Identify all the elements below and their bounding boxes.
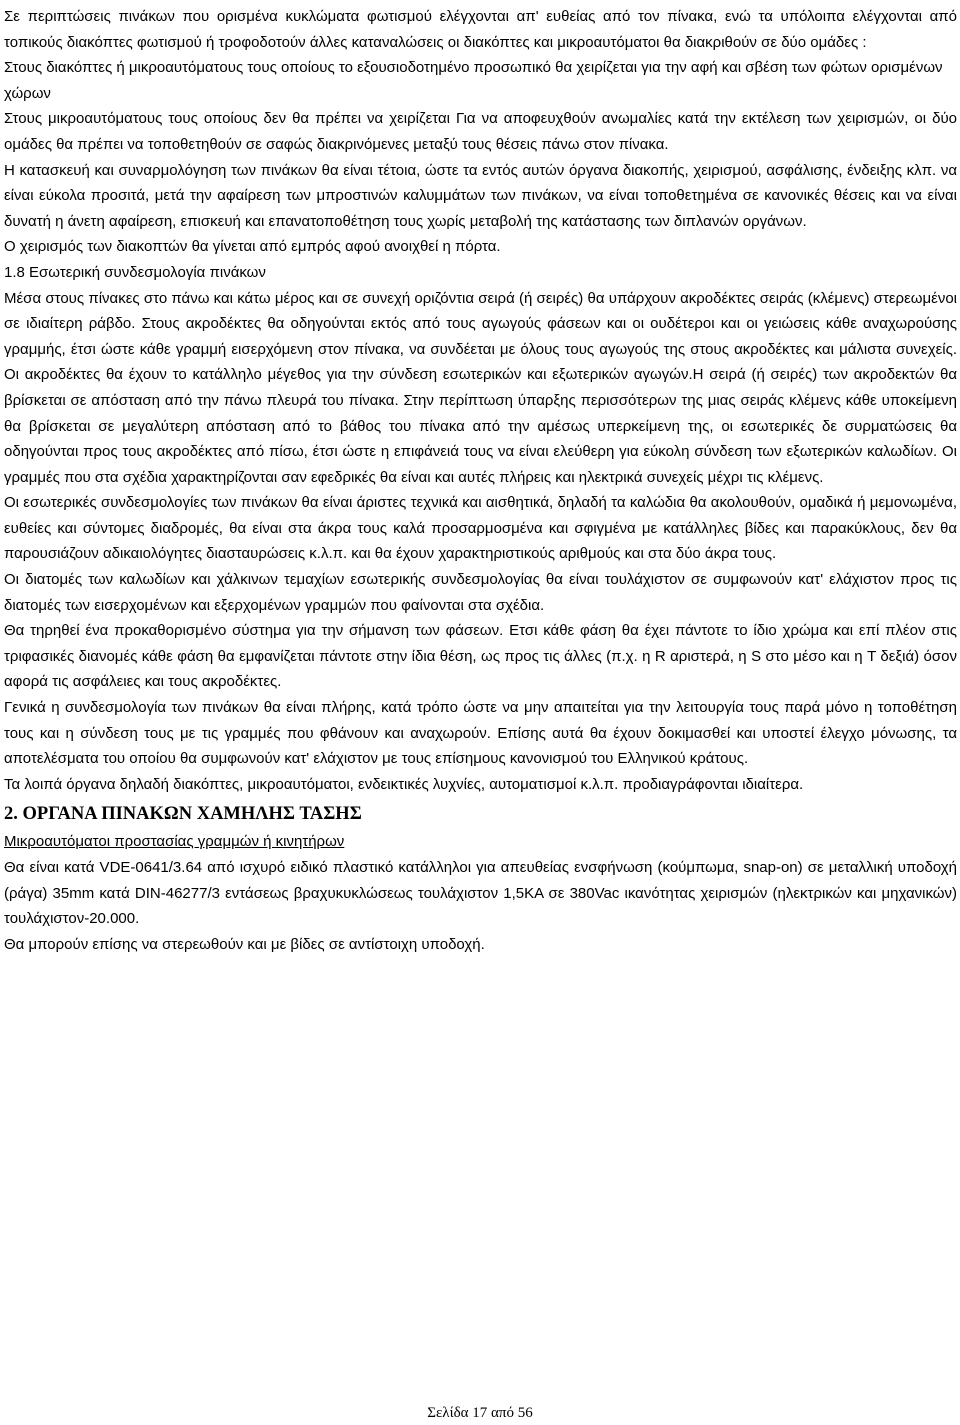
paragraph-breaker-mounting: Θα μπορούν επίσης να στερεωθούν και με βίδες σε αντίστοιχη υποδοχή. <box>4 935 485 953</box>
paragraph-construction: Η κατασκευή και συναρμολόγηση των πινάκων θα είναι τέτοια, ώστε τα εντός αυτών όργανα διακοπής, χειρισμού, ασφάλισης, ένδειξης κλπ. να είναι εύκολα προσιτά, μετά την αφαίρεση των μπροστινών καλυμμάτων των πινάκων, να είναι τοποθετημένα σε κανονικές θέσεις και να είναι δυνατή η άνετη αφαίρεση, επισκευή και επανατοποθέτηση τους χωρίς μεταβολή της κατάστασης των διπλανών οργάνων. <box>4 161 957 230</box>
paragraph-phase-marking: Θα τηρηθεί ένα προκαθορισμένο σύστημα για την σήμανση των φάσεων. Ετσι κάθε φάση θα έχει πάντοτε το ίδιο χρώμα και επί πλέον στις τριφασικές διανομές κάθε φάση θα εμφανίζεται πάντοτε στην ίδια θέση, ως προς τις άλλες (π.χ. η R αριστερά, η S στο μέσο και η T δεξιά) όσον αφορά τις ασφάλειες και τους ακροδέκτες. <box>4 622 957 691</box>
paragraph-group-one: Στους διακόπτες ή μικροαυτόματους τους οποίους το εξουσιοδοτημένο προσωπικό θα χειρίζεται για την αφή και σβέση των φώτων ορισμένων χώρων <box>4 59 943 102</box>
document-page <box>4 4 957 957</box>
paragraph-terminals: Μέσα στους πίνακες στο πάνω και κάτω μέρος και σε συνεχή οριζόντια σειρά (ή σειρές) θα υπάρχουν ακροδέκτες σειράς (κλέμενς) στερεωμένοι σε ιδιαίτερη ράβδο. Στους ακροδέκτες θα οδηγούνται εκτός από τους αγωγούς φάσεων και οι ουδέτεροι και οι γειώσεις κάθε αναχωρούσης γραμμής, έτσι ώστε κάθε γραμμή εισερχόμενη στον πίνακα, να συνδέεται με όλους τους αγωγούς της στους ακροδέκτες και μάλιστα συνεχείς. Οι ακροδέκτες θα έχουν το κατάλληλο μέγεθος για την σύνδεση εσωτερικών και εξωτερικών αγωγών.Η σειρά (ή σειρές) των ακροδεκτών θα βρίσκεται σε απόσταση από την πάνω πλευρά του πίνακα. Στην περίπτωση ύπαρξης περισσότερων της μιας σειράς κλέμενς κάθε υποκείμενη θα βρίσκεται σε μεγαλύτερη απόσταση από το βάθος του πίνακα από την αμέσως υπερκείμενη της, οι εσωτερικές δε συρματώσεις θα οδηγούνται προς τους ακροδέκτες από πίσω, έτσι ώστε η επιφάνειά τους να είναι ελεύθερη για εύκολη σύνδεση των εξωτερικών καλωδίων. Οι γραμμές που στα σχέδια χαρακτηρίζονται σαν εφεδρικές θα είναι και αυτές πλήρεις και ηλεκτρικά συνεχείς μέχρι τις κλέμενς. <box>4 289 957 486</box>
paragraph-lighting-groups: Σε περιπτώσεις πινάκων που ορισμένα κυκλώματα φωτισμού ελέγχονται απ' ευθείας από τον πίνακα, ενώ τα υπόλοιπα ελέγχονται από τοπικούς διακόπτες φωτισμού ή τροφοδοτούν άλλες καταναλώσεις οι διακόπτες και μικροαυτόματοι θα διακριθούν σε δύο ομάδες : <box>4 8 957 51</box>
paragraph-breaker-spec: Θα είναι κατά VDE-0641/3.64 από ισχυρό ειδικό πλαστικό κατάλληλοι για απευθείας ενσφήνωση (κούμπωμα, snap-on) σε μεταλλική υποδοχή (ράγα) 35mm κατά DIN-46277/3 εντάσεως βραχυκυκλώσεως τουλάχιστον 1,5ΚΑ σε 380Vac ικανότητας χειρισμών (ηλεκτρικών και μηχανικών) τουλάχιστον-20.000. <box>4 859 957 928</box>
section-heading: 2. ΟΡΓΑΝΑ ΠΙΝΑΚΩΝ ΧΑΜΗΛΗΣ ΤΑΣΗΣ <box>4 804 362 825</box>
section-title-internal-wiring: 1.8 Εσωτερική συνδεσμολογία πινάκων <box>4 263 266 281</box>
subsection-heading: Μικροαυτόματοι προστασίας γραμμών ή κινητήρων <box>4 833 345 851</box>
paragraph-other-devices: Τα λοιπά όργανα δηλαδή διακόπτες, μικροαυτόματοι, ενδεικτικές λυχνίες, αυτοματισμοί κ.λ.π. προδιαγράφονται ιδιαίτερα. <box>4 775 804 793</box>
paragraph-general-wiring: Γενικά η συνδεσμολογία των πινάκων θα είναι πλήρης, κατά τρόπο ώστε να μην απαιτείται για την λειτουργία τους παρά μόνο η τοποθέτηση τους και η σύνδεση τους με τις γραμμές που φθάνουν και αναχωρούν. Επίσης αυτά θα έχουν δοκιμασθεί και υποστεί έλεγχο μόνωσης, τα αποτελέσματα του οποίου θα συμφωνούν κατ' ελάχιστον με τους επίσημους κανονισμού του Ελληνικού κράτους. <box>4 699 957 768</box>
page-footer: Σελίδα 17 από 56 <box>427 1405 533 1421</box>
paragraph-group-two: Στους μικροαυτόματους τους οποίους δεν θα πρέπει να χειρίζεται Για να αποφευχθούν ανωμαλίες κατά την εκτέλεση των χειρισμών, οι δύο ομάδες θα πρέπει να τοποθετηθούν σε σαφώς διακρινόμενες μεταξύ τους θέσεις πάνω στον πίνακα. <box>4 110 957 153</box>
paragraph-cross-sections: Οι διατομές των καλωδίων και χάλκινων τεμαχίων εσωτερικής συνδεσμολογίας θα είναι τουλάχιστον σε συμφωνούν κατ' ελάχιστον προς τις διατομές των εισερχομένων και εξερχομένων γραμμών που φαίνονται στα σχέδια. <box>4 571 957 614</box>
paragraph-switch-operation: Ο χειρισμός των διακοπτών θα γίνεται από εμπρός αφού ανοιχθεί η πόρτα. <box>4 238 501 256</box>
paragraph-internal-wiring: Οι εσωτερικές συνδεσμολογίες των πινάκων θα είναι άριστες τεχνικά και αισθητικά, δηλαδή τα καλώδια θα ακολουθούν, ομαδικά ή μεμονωμένα, ευθείες και σύντομες διαδρομές, θα είναι στα άκρα τους καλά προσαρμοσμένα και σφιγμένα με κατάλληλες βίδες και παρακύκλους, δεν θα παρουσιάζουν αδικαιολόγητες διασταυρώσεις κ.λ.π. και θα έχουν χαρακτηριστικούς αριθμούς και στα δύο άκρα τους. <box>4 494 957 563</box>
